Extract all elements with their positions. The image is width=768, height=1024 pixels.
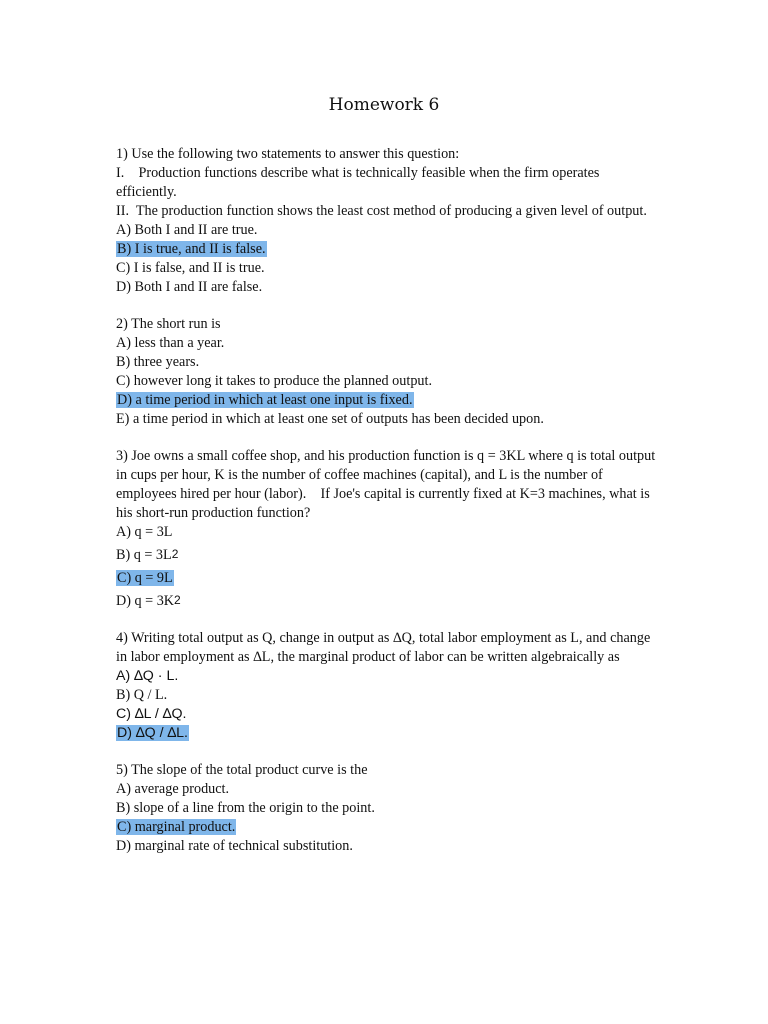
question-list — [116, 145, 659, 874]
question-statement: I. Production functions describe what is technically feasible when the firm operates efficiently. — [116, 165, 603, 200]
option-text: D) q = 3K — [116, 593, 175, 609]
answer-option — [116, 259, 656, 278]
answer-option — [116, 799, 656, 818]
option-text: D) Both I and II are false. — [116, 279, 263, 295]
answer-option — [116, 410, 656, 429]
answer-option-selected — [116, 569, 656, 588]
answer-option-selected — [116, 391, 656, 410]
answer-option — [116, 837, 656, 856]
question-statement: II. The production function shows the least cost method of producing a given level of output. — [116, 203, 647, 219]
answer-option — [116, 523, 656, 542]
question-stem: 1) Use the following two statements to answer this question: — [116, 146, 460, 162]
question-1 — [116, 145, 656, 297]
option-text: E) a time period in which at least one set of outputs has been decided upon. — [116, 411, 544, 427]
question-stem: 3) Joe owns a small coffee shop, and his production function is q = 3KL where q is total output in cups per hour, K is the number of coffee machines (capital), and L is the number of employees hired per hour (labor). If Joe's capital is currently fixed at K=3 machines, what is his short-run production function? — [116, 448, 659, 521]
option-text: C) q = 9L — [117, 570, 173, 586]
question-5 — [116, 761, 656, 856]
exponent: 2 — [171, 547, 179, 561]
option-text: A) q = 3L — [116, 524, 173, 540]
option-text: C) ∆L / ∆Q. — [116, 706, 187, 722]
answer-option — [116, 334, 656, 353]
option-text: A) Both I and II are true. — [116, 222, 258, 238]
option-text: C) marginal product. — [117, 819, 236, 835]
answer-option — [116, 705, 656, 724]
option-text: D) marginal rate of technical substitution. — [116, 838, 353, 854]
option-text: A) ∆Q · L. — [116, 668, 179, 684]
option-text: C) I is false, and II is true. — [116, 260, 265, 276]
option-text: B) I is true, and II is false. — [117, 241, 266, 257]
answer-option-selected — [116, 240, 656, 259]
option-text: C) however long it takes to produce the planned output. — [116, 373, 432, 389]
answer-option — [116, 667, 656, 686]
answer-option — [116, 546, 656, 565]
option-text: D) a time period in which at least one input is fixed. — [117, 392, 413, 408]
question-3 — [116, 447, 659, 611]
answer-option — [116, 592, 656, 611]
option-text: A) average product. — [116, 781, 230, 797]
option-text: A) less than a year. — [116, 335, 225, 351]
question-stem: 5) The slope of the total product curve is the — [116, 762, 368, 778]
answer-option-selected — [116, 724, 656, 743]
answer-option — [116, 278, 656, 297]
answer-option-selected — [116, 818, 656, 837]
page-title: Homework 6 — [328, 95, 440, 115]
question-4 — [116, 629, 656, 743]
option-text: B) Q / L. — [116, 687, 168, 703]
option-text: D) ∆Q / ∆L. — [117, 725, 188, 741]
question-stem: 2) The short run is — [116, 316, 221, 332]
question-2 — [116, 315, 656, 429]
answer-option — [116, 221, 656, 240]
answer-option — [116, 372, 656, 391]
option-text: B) q = 3L — [116, 547, 172, 563]
option-text: B) slope of a line from the origin to the point. — [116, 800, 375, 816]
answer-option — [116, 353, 656, 372]
option-text: B) three years. — [116, 354, 200, 370]
exponent: 2 — [174, 593, 181, 607]
question-stem: 4) Writing total output as Q, change in output as ∆Q, total labor employment as L, and change in labor employment as ∆L, the marginal product of labor can be written algebraically as — [116, 630, 654, 665]
answer-option — [116, 686, 656, 705]
answer-option — [116, 780, 656, 799]
